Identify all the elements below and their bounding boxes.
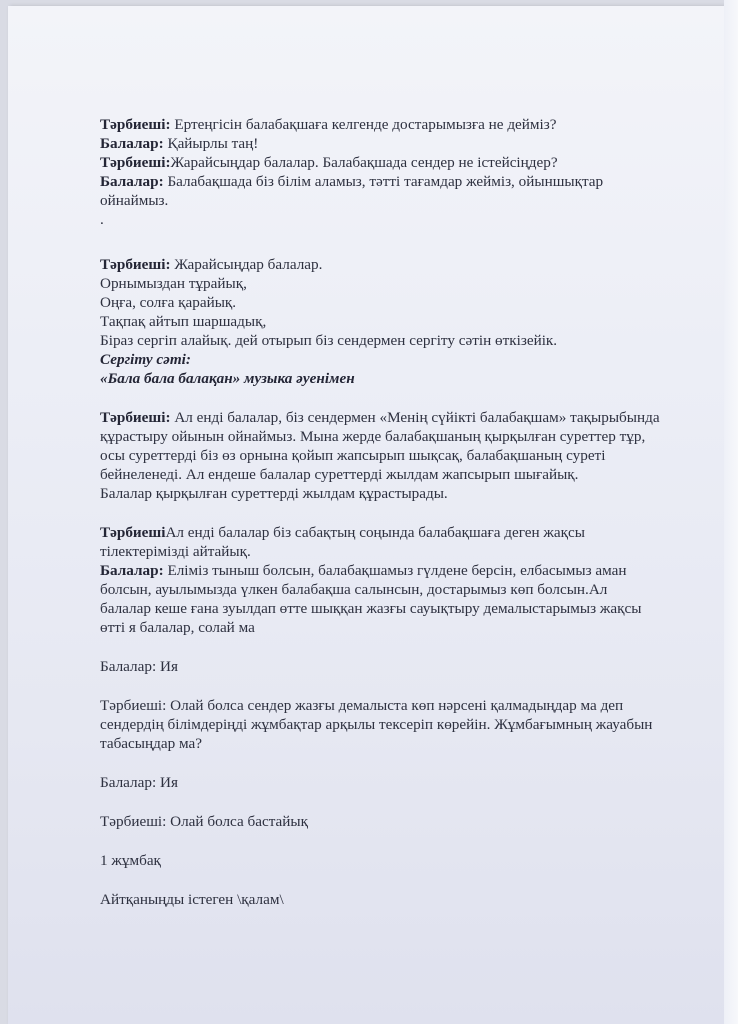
dialogue-line (100, 153, 660, 172)
dialogue-paragraph (100, 408, 660, 484)
speaker-label: Тәрбиеші: (100, 409, 171, 426)
dialogue-line (100, 115, 660, 134)
riddle-number: 1 жұмбақ (100, 852, 161, 869)
dialogue-line (100, 134, 660, 153)
dialogue-text: Балабақшада біз білім аламыз, тәтті тағамдар жейміз, ойыншықтар ойнаймыз. (100, 173, 604, 209)
speaker-label: Балалар: (100, 135, 164, 152)
paper-edge (724, 0, 738, 1024)
dialogue-text: Жарайсыңдар балалар. (170, 256, 323, 273)
speaker-label: Балалар: (100, 562, 164, 579)
section-subheading: «Бала бала балақан» музыка әуенімен (100, 370, 355, 387)
dialogue-text: Еліміз тыныш болсын, балабақшамыз гүлдене берсін, елбасымыз аман болсын, ауылымызда үлкен балабақша салынсын, достарымыз көп болсын.Ал балалар кеше ғана зуылдап өтте шыққан жазғы сауықтыру демалыстарымыз жақсы өтті я балалар, солай ма (100, 562, 642, 636)
section-heading: Сергіту сәті: (100, 351, 191, 368)
activity-note: Балалар қырқылған суреттерді жылдам құрастырады. (100, 485, 448, 502)
dialogue-text: Ал енді балалар біз сабақтың соңында балабақшаға деген жақсы тілектерімізді айтайық. (100, 524, 585, 560)
spacer (100, 792, 660, 812)
speaker-label: Тәрбиеші: (100, 154, 171, 171)
dialogue-line: Балалар: Ия (100, 658, 178, 675)
document-body (100, 115, 660, 909)
speaker-label: Тәрбиеші (100, 524, 166, 541)
dialogue-line (100, 172, 660, 210)
spacer (100, 753, 660, 773)
spacer (100, 831, 660, 851)
dialogue-paragraph (100, 561, 660, 637)
dialogue-text: Қайырлы таң! (163, 135, 259, 152)
dialogue-text: Ал енді балалар, біз сендермен «Менің сүйікті балабақшам» тақырыбында құрастыру ойынын ойнаймыз. Мына жерде балабақшаның қырқылған суреттер тұр, осы суреттерді біз өз орнына қойып жапсырып шықсақ, балабақшаның суреті бейнеленеді. Ал ендеше балалар суреттерді жылдам жапсырып шығайық. (100, 409, 660, 483)
dialogue-line: Балалар: Ия (100, 774, 178, 791)
spacer (100, 870, 660, 890)
spacer (100, 388, 660, 408)
speaker-label: Балалар: (100, 173, 164, 190)
spacer (100, 637, 660, 657)
speaker-label: Тәрбиеші: (100, 256, 171, 273)
stray-dot: . (100, 211, 104, 228)
dialogue-line: Тәрбиеші: Олай болса бастайық (100, 813, 308, 830)
dialogue-text: Жарайсыңдар балалар. Балабақшада сендер не істейсіңдер? (170, 154, 558, 171)
speaker-label: Тәрбиеші: (100, 116, 171, 133)
spacer (100, 229, 660, 255)
dialogue-paragraph (100, 523, 660, 561)
spacer (100, 503, 660, 523)
verse-line: Орнымыздан тұрайық, (100, 275, 247, 292)
verse-line: Біраз сергіп алайық. дей отырып біз сендермен сергіту сәтін өткізейік. (100, 332, 558, 349)
dialogue-line (100, 255, 660, 274)
verse-line: Тақпақ айтып шаршадық, (100, 313, 267, 330)
dialogue-paragraph: Тәрбиеші: Олай болса сендер жазғы демалыста көп нәрсені қалмадыңдар ма деп сендердің білімдеріңді жұмбақтар арқылы тексеріп көрейін. Жұмбағымның жауабын табасыңдар ма? (100, 697, 653, 752)
verse-line: Оңға, солға қарайық. (100, 294, 237, 311)
dialogue-text: Ертеңгісін балабақшаға келгенде достарымызға не дейміз? (170, 116, 557, 133)
riddle-text: Айтқаныңды істеген \қалам\ (100, 891, 284, 908)
spacer (100, 676, 660, 696)
